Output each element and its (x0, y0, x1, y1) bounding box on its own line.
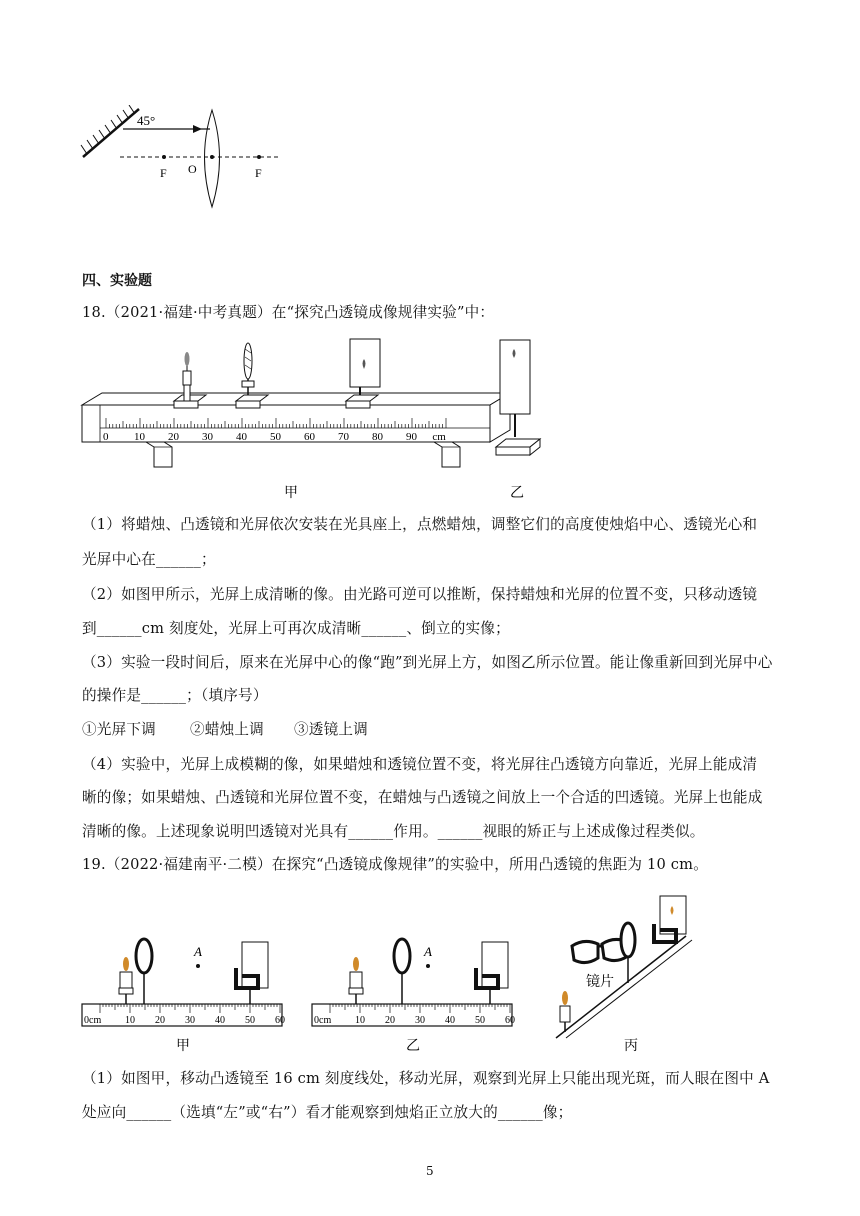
ruler-label: 0cm (314, 1015, 332, 1026)
bench-label: 10 (134, 431, 145, 443)
q18-caption-yi: 乙 (510, 486, 524, 501)
q19-yi-point-a: A (424, 944, 432, 959)
q18-part2-line2: 到______cm 刻度处，光屏上可再次成清晰______、倒立的实像； (82, 620, 510, 637)
mirror-lens-figure (75, 105, 285, 215)
angle-label: 45° (137, 113, 156, 128)
q18-part4-line3: 清晰的像。上述现象说明凹透镜对光具有______作用。______视眼的矫正与上述成像过程类似。 (82, 823, 705, 840)
ruler-label: 20 (155, 1015, 165, 1026)
q19-caption-jia: 甲 (176, 1039, 190, 1054)
q18-option-1: ①光屏下调 (82, 721, 156, 738)
bench-label: 50 (270, 431, 281, 443)
ruler-label: 40 (215, 1015, 225, 1026)
focus-left-label: F (160, 166, 167, 180)
q19-part1-line1: （1）如图甲，移动凸透镜至 16 cm 刻度线处，移动光屏，观察到光屏上只能出现光斑，而人眼在图中 A (82, 1070, 770, 1087)
q19-caption-bing: 丙 (624, 1039, 638, 1054)
q18-part1-line2: 光屏中心在______； (82, 551, 216, 568)
q18-optical-bench-figure (78, 335, 548, 505)
bench-label: cm (432, 431, 446, 443)
q18-part1-line1: （1）将蜡烛、凸透镜和光屏依次安装在光具座上，点燃蜡烛，调整它们的高度使烛焰中心、透镜光心和 (82, 516, 758, 533)
ruler-label: 40 (445, 1015, 455, 1026)
center-label: O (188, 162, 197, 176)
ruler-label: 50 (475, 1015, 485, 1026)
ruler-label: 10 (355, 1015, 365, 1026)
q19-stem: 19.（2022·福建南平·二模）在探究“凸透镜成像规律”的实验中，所用凸透镜的焦距为 10 cm。 (82, 856, 709, 873)
ruler-label: 60 (505, 1015, 515, 1026)
q19-caption-yi: 乙 (406, 1039, 420, 1054)
q18-option-3: ③透镜上调 (294, 721, 368, 738)
ruler-label: 20 (385, 1015, 395, 1026)
q18-option-2: ②蜡烛上调 (190, 721, 264, 738)
ruler-label: 30 (185, 1015, 195, 1026)
section-title: 四、实验题 (82, 273, 152, 289)
q18-part3-line2: 的操作是______；（填序号） (82, 687, 268, 704)
bench-label: 30 (202, 431, 213, 443)
q18-part4-line1: （4）实验中，光屏上成模糊的像，如果蜡烛和透镜位置不变，将光屏往凸透镜方向靠近，光屏上能成清 (82, 756, 758, 773)
q19-lens-label: 镜片 (586, 975, 614, 990)
bench-label: 0 (103, 431, 109, 443)
focus-right-label: F (255, 166, 262, 180)
q19-experiment-figure (78, 888, 698, 1058)
bench-label: 70 (338, 431, 349, 443)
page-number: 5 (426, 1164, 434, 1178)
ruler-label: 30 (415, 1015, 425, 1026)
bench-label: 80 (372, 431, 383, 443)
q18-caption-jia: 甲 (284, 486, 298, 501)
q19-part1-line2: 处应向______（选填“左”或“右”）看才能观察到烛焰正立放大的______像； (82, 1104, 573, 1121)
bench-label: 60 (304, 431, 315, 443)
q19-jia-point-a: A (194, 944, 202, 959)
ruler-label: 50 (245, 1015, 255, 1026)
q18-stem: 18.（2021·福建·中考真题）在“探究凸透镜成像规律实验”中： (82, 304, 495, 321)
ruler-label: 10 (125, 1015, 135, 1026)
q18-part4-line2: 晰的像；如果蜡烛、凸透镜和光屏位置不变，在蜡烛与凸透镜之间放上一个合适的凹透镜。光屏上也能成 (82, 789, 763, 806)
ruler-label: 0cm (84, 1015, 102, 1026)
q18-part2-line1: （2）如图甲所示，光屏上成清晰的像。由光路可逆可以推断，保持蜡烛和光屏的位置不变，只移动透镜 (82, 586, 758, 603)
bench-label: 40 (236, 431, 247, 443)
bench-label: 90 (406, 431, 417, 443)
bench-label: 20 (168, 431, 179, 443)
q18-part3-line1: （3）实验一段时间后，原来在光屏中心的像“跑”到光屏上方，如图乙所示位置。能让像重新回到光屏中心 (82, 654, 773, 671)
ruler-label: 60 (275, 1015, 285, 1026)
